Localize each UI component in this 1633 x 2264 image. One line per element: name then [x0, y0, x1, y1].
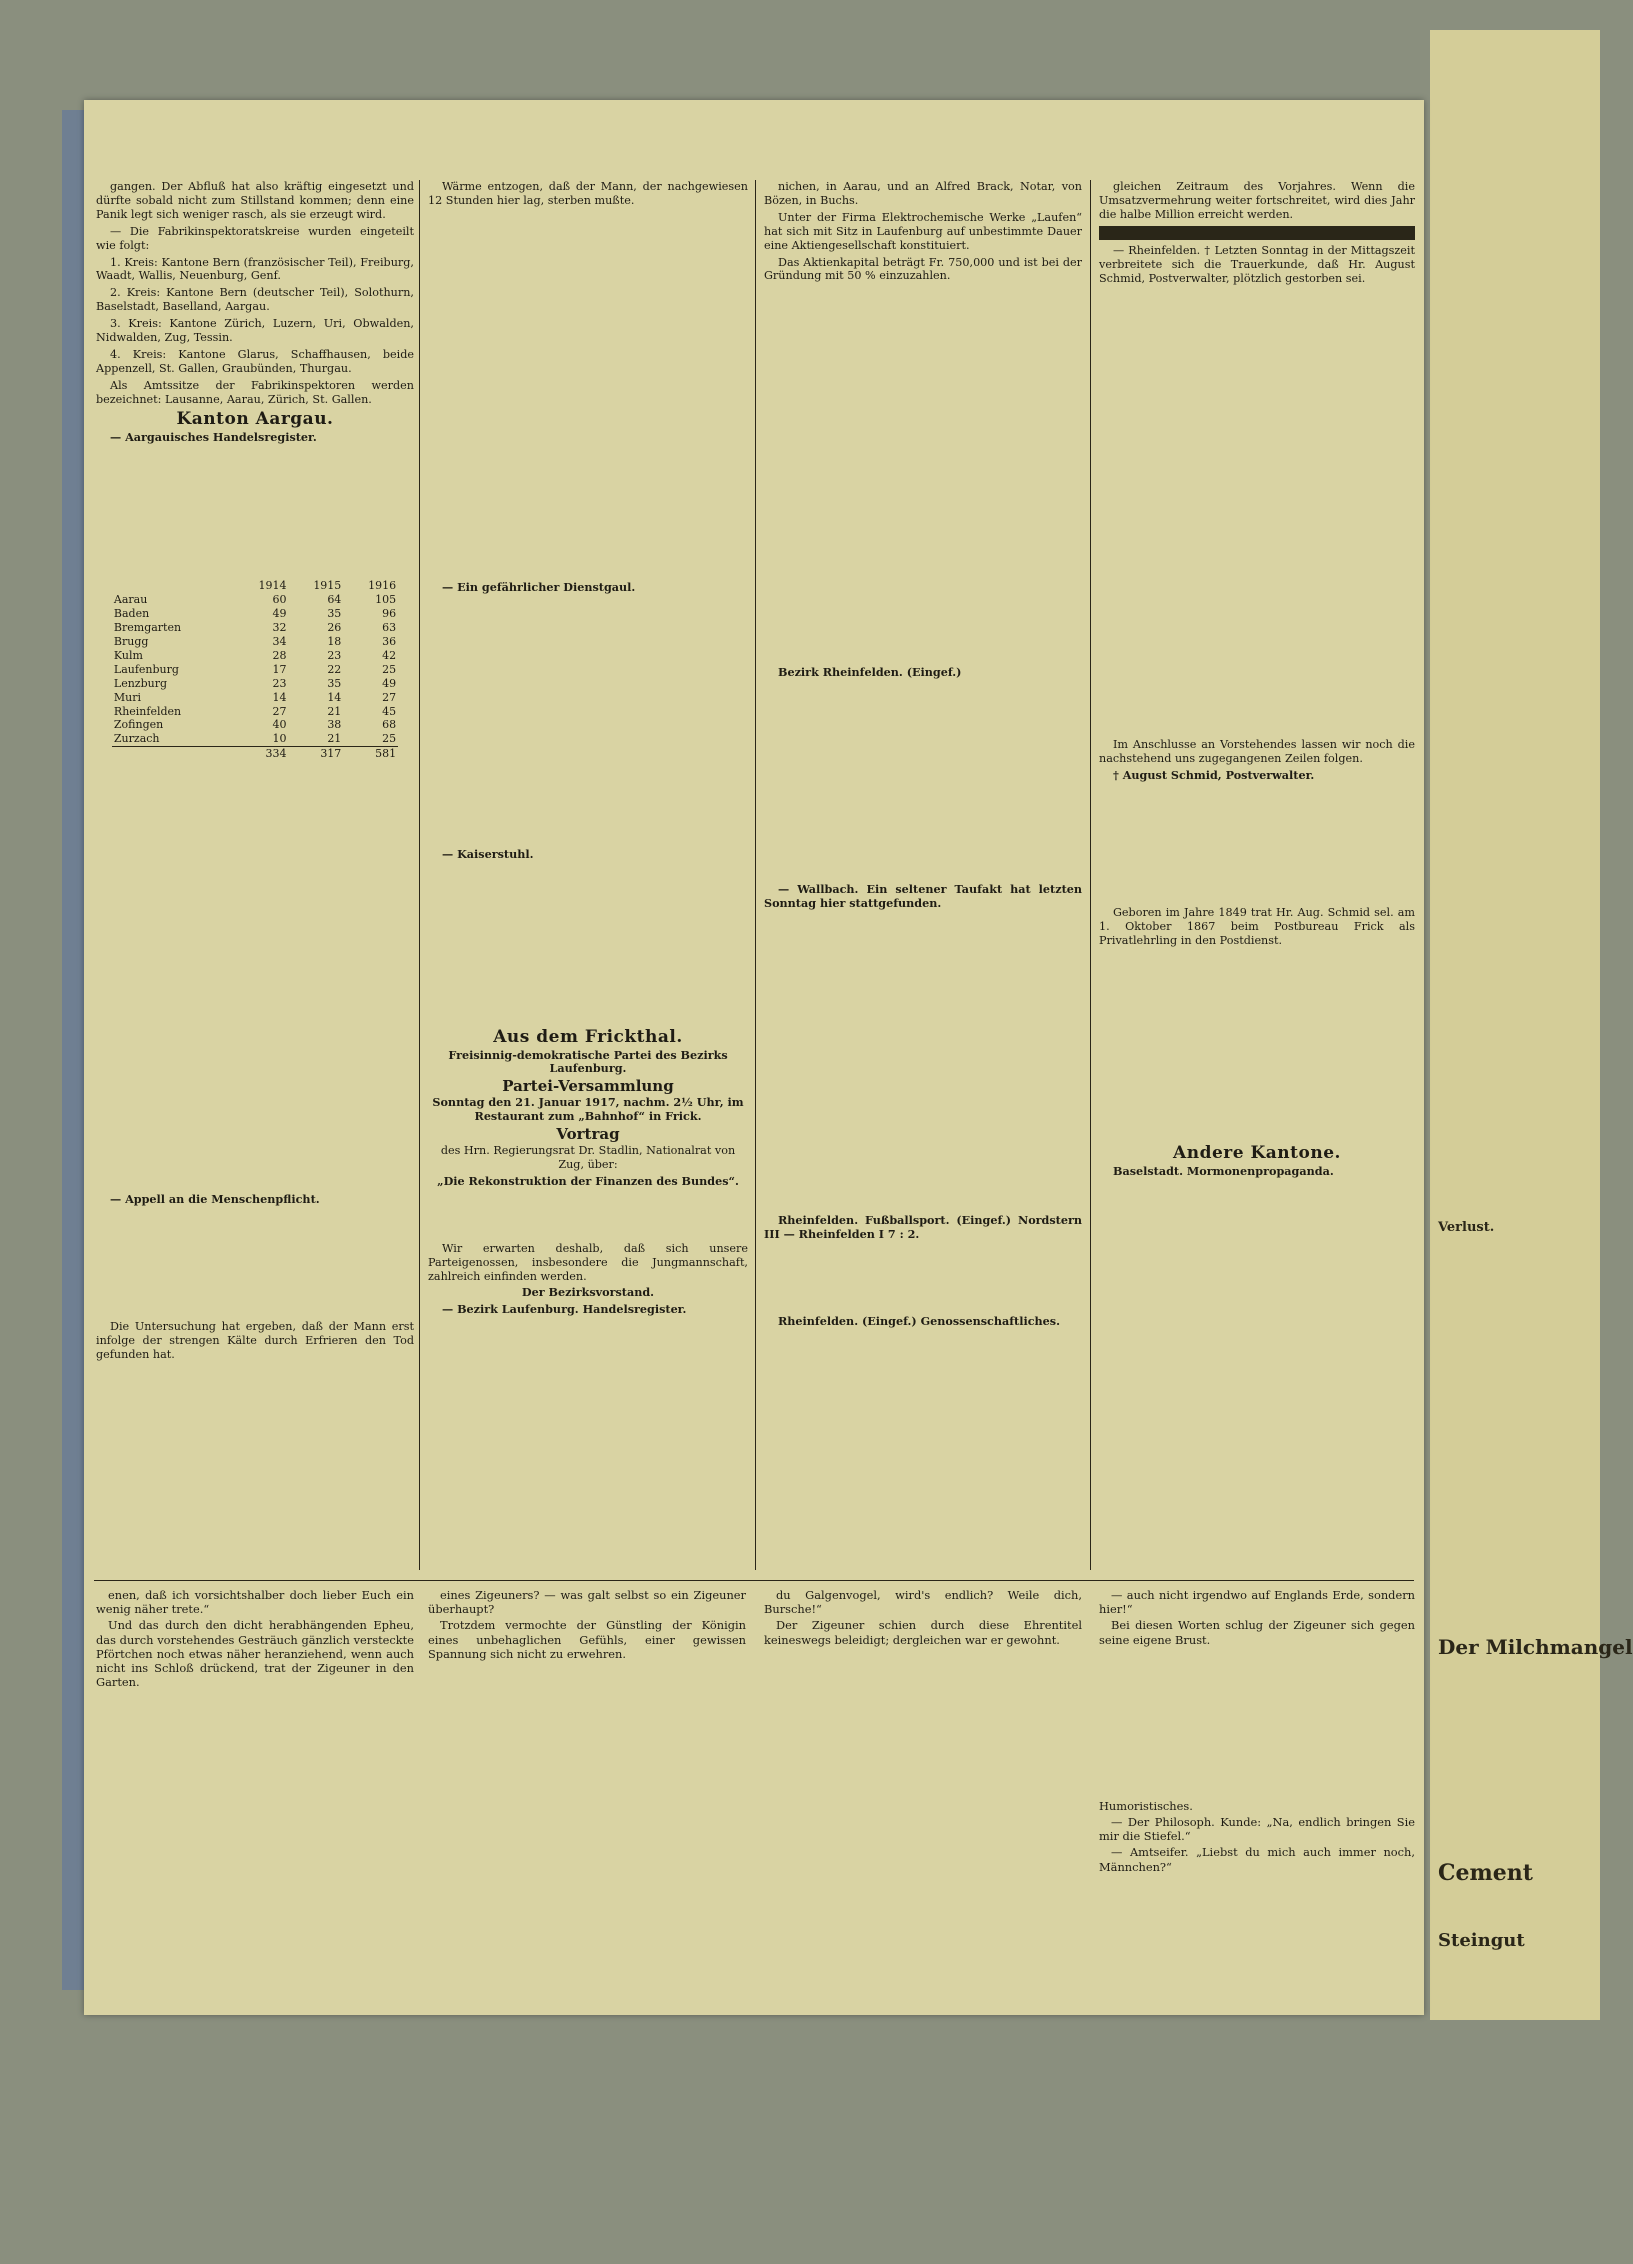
table-cell: 36	[382, 635, 397, 649]
paragraph: Als Amtssitze der Fabrikinspektoren werden bezeichnet: Lausanne, Aarau, Zürich, St. Gallen.	[96, 378, 414, 406]
table-cell: 49	[382, 676, 397, 690]
table-row	[112, 732, 398, 746]
signature: Der Bezirksvorstand.	[521, 1285, 655, 1300]
body-text	[428, 1192, 748, 1242]
table-cell: Brugg	[113, 635, 149, 649]
announcement-speaker: des Hrn. Regierungsrat Dr. Stadlin, Nationalrat von Zug, über:	[440, 1143, 736, 1171]
table-cell: 45	[382, 704, 397, 718]
table-cell: 27	[272, 704, 287, 718]
feuilleton-column-4	[1099, 1588, 1415, 1876]
table-cell: 38	[327, 718, 342, 732]
feuilleton-column-2	[428, 1588, 746, 1663]
section-heading: Andere Kantone.	[1173, 1142, 1341, 1163]
article-lead: Rheinfelden. Fußballsport. (Eingef.) Nordstern III — Rheinfelden I 7 : 2.	[764, 1213, 1082, 1241]
facing-page-heading: Verlust.	[1438, 1220, 1495, 1235]
article-lead: Baselstadt. Mormonenpropaganda.	[1113, 1163, 1334, 1178]
table-cell: 64	[327, 593, 342, 607]
table-row	[112, 677, 398, 691]
table-row	[112, 607, 398, 621]
table-cell: 21	[327, 732, 342, 746]
list-item: 4. Kreis: Kantone Glarus, Schaffhausen, beide Appenzell, St. Gallen, Graubünden, Thurgau.	[96, 347, 414, 375]
table-header-cell: 1914	[258, 579, 287, 593]
paragraph: — Der Philosoph. Kunde: „Na, endlich bringen Sie mir die Stiefel.“	[1099, 1815, 1415, 1844]
table-row	[112, 621, 398, 635]
table-cell: Rheinfelden	[113, 704, 182, 718]
column-3	[764, 180, 1082, 1332]
table-cell: 25	[382, 732, 397, 746]
article-lead: — Wallbach. Ein seltener Taufakt hat letzten Sonntag hier stattgefunden.	[764, 882, 1082, 911]
table-cell: 18	[327, 635, 342, 649]
table-cell: 63	[382, 621, 397, 635]
body-text	[1099, 1649, 1415, 1799]
table-cell: 105	[375, 593, 397, 607]
column-rule	[419, 180, 420, 1570]
body-text	[96, 1210, 414, 1320]
paragraph: Die Untersuchung hat ergeben, daß der Mann erst infolge der strengen Kälte durch Erfrieren den Tod gefunden hat.	[96, 1320, 414, 1361]
article-lead: — Aargauisches Handelsregister.	[110, 429, 317, 444]
paragraph: enen, daß ich vorsichtshalber doch lieber Euch ein wenig näher trete.“	[96, 1588, 414, 1617]
table-total-row	[112, 747, 398, 761]
register-table	[112, 579, 398, 761]
table-cell: 28	[272, 648, 287, 662]
table-cell: 60	[272, 593, 287, 607]
column-rule	[755, 180, 756, 1570]
table-row	[112, 635, 398, 649]
list-item: 3. Kreis: Kantone Zürich, Luzern, Uri, Obwalden, Nidwalden, Zug, Tessin.	[96, 317, 414, 345]
table-header-cell: 1915	[313, 579, 342, 593]
table-cell: 14	[327, 690, 342, 704]
announcement-subtitle: Freisinnig-demokratische Partei des Bezirks Laufenburg.	[448, 1047, 728, 1076]
body-text	[428, 865, 748, 1025]
list-item: 1. Kreis: Kantone Bern (französischer Teil), Freiburg, Waadt, Wallis, Neuenburg, Genf.	[96, 255, 414, 283]
article-lead: — Kaiserstuhl.	[442, 846, 534, 861]
feuilleton-column-1	[96, 1588, 414, 1691]
table-cell: 42	[382, 648, 397, 662]
body-text	[764, 683, 1082, 883]
table-row	[112, 649, 398, 663]
column-rule	[1090, 180, 1091, 1570]
paragraph: Wärme entzogen, daß der Mann, der nachgewiesen 12 Stunden hier lag, sterben mußte.	[428, 180, 748, 207]
paragraph: nichen, in Aarau, und an Alfred Brack, Notar, von Bözen, in Buchs.	[764, 180, 1082, 207]
table-cell: 34	[272, 635, 287, 649]
paragraph: Trotzdem vermochte der Günstling der Königin eines unbehaglichen Gefühls, einer gewissen Spannung sich nicht zu erwehren.	[428, 1618, 746, 1661]
table-row	[112, 691, 398, 705]
list-item: 2. Kreis: Kantone Bern (deutscher Teil), Solothurn, Baselstadt, Baselland, Aargau.	[96, 286, 414, 314]
table-cell: Kulm	[113, 648, 143, 662]
paragraph: Geboren im Jahre 1849 trat Hr. Aug. Schmid sel. am 1. Oktober 1867 beim Postbureau Frick als Privatlehrling in den Postdienst.	[1099, 906, 1415, 947]
table-cell: 40	[272, 718, 287, 732]
body-text	[428, 598, 748, 848]
paragraph: eines Zigeuners? — was galt selbst so ein Zigeuner überhaupt?	[428, 1588, 746, 1617]
body-text	[764, 1245, 1082, 1315]
table-cell: 581	[375, 747, 397, 761]
book-spine	[62, 110, 84, 1990]
table-cell: Muri	[113, 690, 142, 704]
paragraph: Unter der Firma Elektrochemische Werke „Laufen“ hat sich mit Sitz in Laufenburg auf unbestimmte Dauer eine Aktiengesellschaft konstituiert.	[764, 210, 1082, 252]
facing-page-ad-cement: Cement	[1438, 1860, 1533, 1886]
facing-page	[1430, 30, 1633, 2020]
divider-bar	[1099, 226, 1415, 240]
feuilleton-column-3	[764, 1588, 1082, 1649]
table-cell: Laufenburg	[113, 662, 179, 676]
newspaper-page	[84, 100, 1424, 2015]
announcement-talk: Vortrag	[556, 1125, 620, 1144]
paragraph: Das Aktienkapital beträgt Fr. 750,000 und ist bei der Gründung mit 50 % einzuzahlen.	[764, 255, 1082, 283]
paragraph: — auch nicht irgendwo auf Englands Erde, sondern hier!“	[1099, 1588, 1415, 1617]
body-text	[1099, 786, 1415, 906]
section-heading: Kanton Aargau.	[176, 408, 334, 429]
announcement-title: Partei-Versammlung	[502, 1077, 674, 1096]
table-row	[112, 593, 398, 607]
column-4	[1099, 180, 1415, 1182]
table-cell: Lenzburg	[113, 676, 168, 690]
table-cell: 68	[382, 718, 397, 732]
article-lead: — Bezirk Laufenburg. Handelsregister.	[442, 1302, 687, 1317]
body-text	[428, 211, 748, 581]
paragraph: Bei diesen Worten schlug der Zigeuner sich gegen seine eigene Brust.	[1099, 1618, 1415, 1647]
table-cell: 32	[272, 621, 287, 635]
table-header-cell: 1916	[368, 579, 397, 593]
table-cell: Aarau	[113, 593, 148, 607]
body-text	[1099, 951, 1415, 1141]
table-cell	[112, 747, 234, 761]
table-header-row	[112, 579, 398, 593]
paragraph: Der Zigeuner schien durch diese Ehrentitel keineswegs beleidigt; dergleichen war er gewohnt.	[764, 1618, 1082, 1647]
paragraph: — Amtseifer. „Liebst du mich auch immer noch, Männchen?“	[1099, 1845, 1415, 1874]
table-cell: 10	[272, 732, 287, 746]
table-cell: 49	[272, 607, 287, 621]
column-2	[428, 180, 748, 1320]
body-text	[764, 286, 1082, 666]
table-cell: 35	[327, 607, 342, 621]
paragraph: Wir erwarten deshalb, daß sich unsere Parteigenossen, insbesondere die Jungmannschaft, zahlreich einfinden werden.	[428, 1241, 748, 1283]
table-cell: 14	[272, 690, 287, 704]
table-cell: 334	[265, 747, 287, 761]
article-lead: Rheinfelden. (Eingef.) Genossenschaftliches.	[778, 1313, 1060, 1328]
table-cell: Zofingen	[113, 718, 164, 732]
body-text	[1099, 288, 1415, 738]
table-cell: 96	[382, 607, 397, 621]
obituary-title: † August Schmid, Postverwalter.	[1113, 768, 1315, 783]
table-header-cell	[112, 579, 234, 593]
body-text	[764, 914, 1082, 1214]
announcement-date: Sonntag den 21. Januar 1917, nachm. 2½ Uhr, im Restaurant zum „Bahnhof“ in Frick.	[432, 1095, 744, 1124]
paragraph: — Die Fabrikinspektoratskreise wurden eingeteilt wie folgt:	[96, 224, 414, 252]
paragraph: — Rheinfelden. † Letzten Sonntag in der Mittagszeit verbreitete sich die Trauerkunde, daß Hr. August Schmid, Postverwalter, plötzlich gestorben sei.	[1099, 243, 1415, 285]
article-lead: Bezirk Rheinfelden. (Eingef.)	[778, 665, 962, 680]
table-cell: 317	[320, 747, 342, 761]
feuilleton-separator	[94, 1580, 1414, 1581]
table-cell: 25	[382, 662, 397, 676]
section-heading: Aus dem Frickthal.	[493, 1026, 683, 1047]
body-text	[96, 447, 414, 577]
table-cell: 35	[327, 676, 342, 690]
table-cell: 23	[272, 676, 287, 690]
paragraph: du Galgenvogel, wird's endlich? Weile dich, Bursche!“	[764, 1588, 1082, 1617]
article-lead: — Ein gefährlicher Dienstgaul.	[442, 579, 636, 594]
table-cell: Zurzach	[113, 732, 160, 746]
paragraph: gleichen Zeitraum des Vorjahres. Wenn die Umsatzvermehrung weiter fortschreitet, wird dies Jahr die halbe Million erreicht werden.	[1099, 180, 1415, 221]
table-cell: 26	[327, 621, 342, 635]
table-cell: Bremgarten	[113, 621, 182, 635]
facing-page-ad-steingut: Steingut	[1438, 1930, 1525, 1951]
humor-heading: Humoristisches.	[1099, 1798, 1193, 1813]
announcement-topic: „Die Rekonstruktion der Finanzen des Bundes“.	[437, 1173, 739, 1188]
paragraph: gangen. Der Abfluß hat also kräftig eingesetzt und dürfte sobald nicht zum Stillstand kommen; denn eine Panik legt sich weniger rasch, als sie erzeugt wird.	[96, 180, 414, 221]
body-text	[96, 763, 414, 1193]
paragraph: Im Anschlusse an Vorstehendes lassen wir noch die nachstehend uns zugegangenen Zeilen folgen.	[1099, 738, 1415, 766]
table-row	[112, 663, 398, 677]
table-cell: 27	[382, 690, 397, 704]
table-cell: 23	[327, 648, 342, 662]
table-cell: Baden	[113, 607, 150, 621]
column-1	[96, 180, 414, 1365]
table-row	[112, 705, 398, 719]
paragraph: Und das durch den dicht herabhängenden Epheu, das durch vorstehendes Gesträuch gänzlich versteckte Pförtchen noch etwas näher heranziehend, wenn auch nicht ins Schloß drückend, trat der Zigeuner in den Garten.	[96, 1618, 414, 1690]
table-cell: 22	[327, 662, 342, 676]
facing-page-ad-title: Der Milchmangel	[1438, 1635, 1633, 1659]
table-cell: 17	[272, 662, 287, 676]
table-cell: 21	[327, 704, 342, 718]
table-row	[112, 718, 398, 732]
article-lead: — Appell an die Menschenpflicht.	[110, 1192, 320, 1207]
